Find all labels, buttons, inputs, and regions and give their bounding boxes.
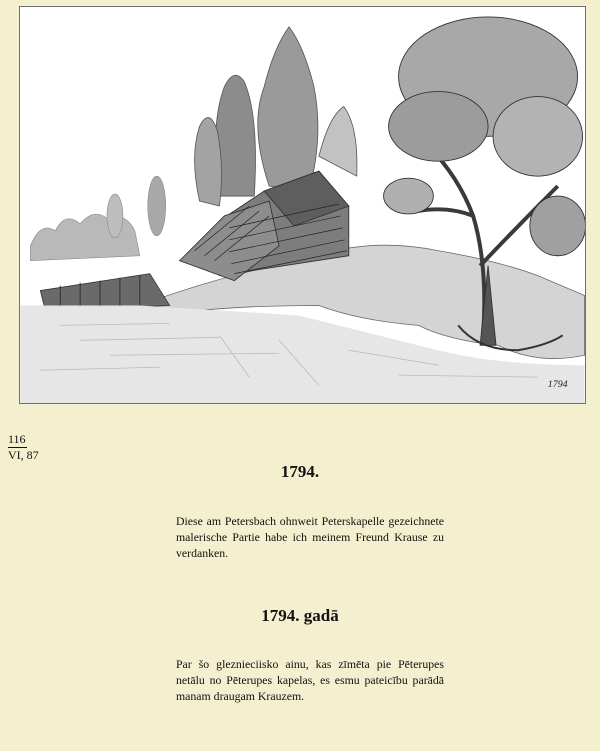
page-number: 116 [8, 432, 26, 446]
landscape-sketch [20, 7, 585, 403]
german-caption: Diese am Petersbach ohnweit Peterskapelle gezeichnete malerische Partie habe ich meinem Freund Krause zu verdanken. [176, 514, 444, 560]
german-heading: 1794. [280, 462, 320, 481]
artwork-plate [19, 6, 586, 404]
page-reference [8, 432, 39, 463]
catalog-number: VI, 87 [8, 448, 39, 462]
artist-signature: 1794 [547, 379, 568, 391]
latvian-heading: 1794. gadā [261, 606, 339, 625]
latvian-caption: Par šo gleznieciisko ainu, kas zīmēta pie Pēterupes netālu no Pēterupes kapelas, es esmu pateicību parādā manam draugam Krauzem. [176, 657, 444, 703]
